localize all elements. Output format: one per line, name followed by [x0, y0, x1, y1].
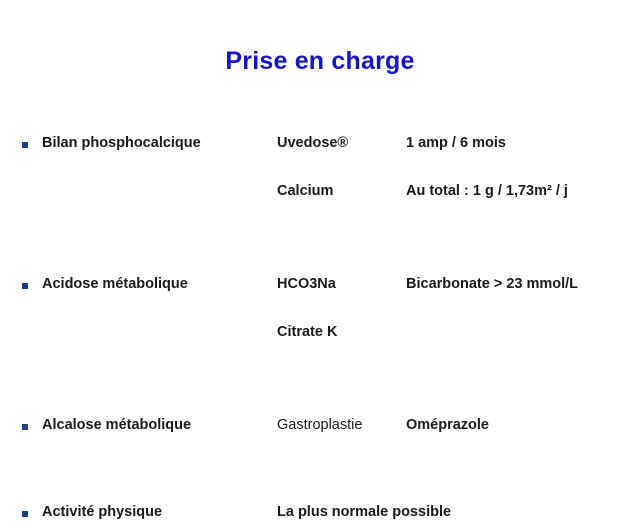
row-right-sub: Au total : 1 g / 1,73m² / j: [406, 183, 568, 199]
list-item: [0, 504, 640, 528]
row-middle: La plus normale possible: [277, 504, 452, 520]
bullet-square-icon: [22, 142, 28, 148]
row-label: Bilan phosphocalcique: [42, 135, 201, 151]
row-middle: Gastroplastie: [277, 417, 363, 433]
list-item-sub: [0, 183, 640, 207]
bullet-square-icon: [22, 424, 28, 430]
row-right: Oméprazole: [406, 417, 489, 433]
row-middle: HCO3Na: [277, 276, 336, 292]
list-item: [0, 135, 640, 159]
row-middle-sub: Citrate K: [277, 324, 338, 340]
list-item: [0, 276, 640, 300]
row-label: Acidose métabolique: [42, 276, 188, 292]
row-label: Activité physique: [42, 504, 163, 520]
bullet-square-icon: [22, 283, 28, 289]
slide-content: [0, 135, 640, 520]
bullet-square-icon: [22, 511, 28, 517]
row-middle: Uvedose®: [277, 135, 349, 151]
page-title: Prise en charge: [225, 47, 415, 75]
row-right: 1 amp / 6 mois: [406, 135, 506, 151]
row-middle-sub: Calcium: [277, 183, 334, 199]
list-item-sub: [0, 324, 640, 348]
row-right: Bicarbonate > 23 mmol/L: [406, 276, 579, 292]
list-item: [0, 417, 640, 441]
row-label: Alcalose métabolique: [42, 417, 192, 433]
